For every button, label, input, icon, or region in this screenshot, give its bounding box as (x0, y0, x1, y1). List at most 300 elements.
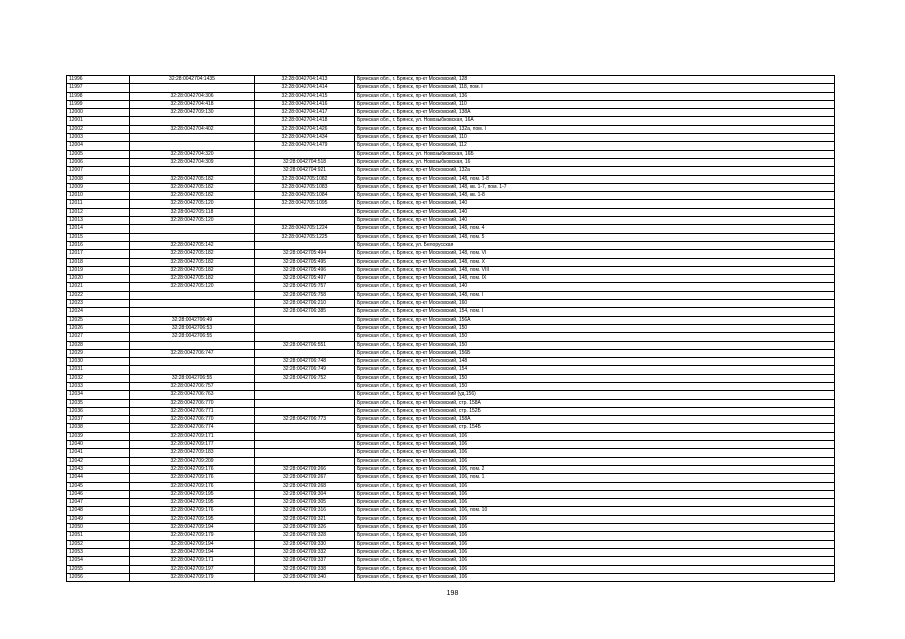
table-row (67, 283, 835, 291)
table-row (67, 441, 835, 449)
row-number-cell: 12027 (67, 333, 130, 341)
cadastral-number-cell (255, 349, 355, 357)
cadastral-number-cell (255, 382, 355, 390)
table-row (67, 208, 835, 216)
row-number-cell: 12012 (67, 208, 130, 216)
address-cell: Брянская обл., г. Брянск, пр-кт Московский, 106, пом. 1 (355, 474, 835, 482)
parent-cadastral-number-cell: 32:28:0042704:1435 (130, 76, 255, 84)
table-row (67, 125, 835, 133)
parent-cadastral-number-cell: 32:28:0042709:194 (130, 524, 255, 532)
row-number-cell: 12017 (67, 250, 130, 258)
cadastral-number-cell: 32:28:0042709:332 (255, 548, 355, 556)
table-row (67, 183, 835, 191)
cadastral-number-cell (255, 424, 355, 432)
address-cell: Брянская обл., г. Брянск, пр-кт Московский, 150 (355, 382, 835, 390)
row-number-cell: 12055 (67, 565, 130, 573)
address-cell: Брянская обл., г. Брянск, пр-кт Московский, 132а (355, 167, 835, 175)
parent-cadastral-number-cell: 32:28:0042705:182 (130, 175, 255, 183)
cadastral-number-cell (255, 333, 355, 341)
row-number-cell: 12051 (67, 532, 130, 540)
address-cell: Брянская обл., г. Брянск, пр-кт Московский, 110 (355, 100, 835, 108)
table-row (67, 158, 835, 166)
parent-cadastral-number-cell (130, 341, 255, 349)
row-number-cell: 12048 (67, 507, 130, 515)
table-row (67, 548, 835, 556)
parent-cadastral-number-cell: 32:28:0042709:177 (130, 441, 255, 449)
table-row (67, 100, 835, 108)
parent-cadastral-number-cell: 32:28:0042706:53 (130, 324, 255, 332)
row-number-cell: 12034 (67, 391, 130, 399)
table-row (67, 499, 835, 507)
parent-cadastral-number-cell (130, 134, 255, 142)
address-cell: Брянская обл., г. Брянск, пр-кт Московский, 106 (355, 457, 835, 465)
address-cell: Брянская обл., г. Брянск, пр-кт Московский, 150 (355, 374, 835, 382)
parent-cadastral-number-cell: 32:28:0042704:402 (130, 125, 255, 133)
parent-cadastral-number-cell: 32:28:0042709:195 (130, 499, 255, 507)
table-row (67, 532, 835, 540)
table-row (67, 399, 835, 407)
table-row (67, 134, 835, 142)
cadastral-number-cell: 32:28:0042706:551 (255, 341, 355, 349)
cadastral-number-cell: 32:28:0042704:1415 (255, 92, 355, 100)
table-row (67, 300, 835, 308)
row-number-cell: 12011 (67, 200, 130, 208)
cadastral-number-cell (255, 217, 355, 225)
parent-cadastral-number-cell: 32:28:0042705:118 (130, 208, 255, 216)
table-row (67, 258, 835, 266)
row-number-cell: 12052 (67, 540, 130, 548)
registry-table (66, 75, 835, 582)
cadastral-number-cell: 32:28:0042709:328 (255, 532, 355, 540)
parent-cadastral-number-cell: 32:28:0042709:179 (130, 573, 255, 581)
address-cell: Брянская обл., г. Брянск, пр-кт Московский, 140 (355, 217, 835, 225)
address-cell: Брянская обл., г. Брянск, пр-кт Московский, 128 (355, 76, 835, 84)
parent-cadastral-number-cell: 32:28:0042709:195 (130, 515, 255, 523)
row-number-cell: 12047 (67, 499, 130, 507)
cadastral-number-cell: 32:28:0042709:304 (255, 490, 355, 498)
parent-cadastral-number-cell: 32:28:0042705:120 (130, 217, 255, 225)
registry-table-container (66, 75, 835, 582)
table-row (67, 432, 835, 440)
table-row (67, 109, 835, 117)
cadastral-number-cell (255, 457, 355, 465)
parent-cadastral-number-cell: 32:28:0042705:182 (130, 266, 255, 274)
parent-cadastral-number-cell: 32:28:0042709:183 (130, 449, 255, 457)
row-number-cell: 12005 (67, 150, 130, 158)
cadastral-number-cell: 32:28:0042709:340 (255, 573, 355, 581)
address-cell: Брянская обл., г. Брянск, пр-кт Московский, 158А (355, 416, 835, 424)
table-row (67, 490, 835, 498)
cadastral-number-cell: 32:28:0042709:268 (255, 482, 355, 490)
row-number-cell: 12037 (67, 416, 130, 424)
table-row (67, 341, 835, 349)
cadastral-number-cell: 32:28:0042709:266 (255, 465, 355, 473)
table-row (67, 416, 835, 424)
address-cell: Брянская обл., г. Брянск, пр-кт Московский, 106 (355, 565, 835, 573)
cadastral-number-cell: 32:28:0042705:497 (255, 275, 355, 283)
address-cell: Брянская обл., г. Брянск, пр-кт Московский, 106 (355, 449, 835, 457)
parent-cadastral-number-cell: 32:28:0042706:49 (130, 316, 255, 324)
cadastral-number-cell: 32:28:0042704:1434 (255, 134, 355, 142)
address-cell: Брянская обл., г. Брянск, пр-кт Московский, 110 (355, 134, 835, 142)
parent-cadastral-number-cell: 32:28:0042709:194 (130, 540, 255, 548)
cadastral-number-cell: 32:28:0042705:494 (255, 250, 355, 258)
address-cell: Брянская обл., г. Брянск, пр-кт Московский, 106, пом. 10 (355, 507, 835, 515)
address-cell: Брянская обл., г. Брянск, пр-кт Московский, 150 (355, 341, 835, 349)
parent-cadastral-number-cell: 32:28:0042705:182 (130, 192, 255, 200)
address-cell: Брянская обл., г. Брянск, пр-кт Московский, 106 (355, 532, 835, 540)
cadastral-number-cell: 32:28:0042706:749 (255, 366, 355, 374)
row-number-cell: 12056 (67, 573, 130, 581)
table-row (67, 391, 835, 399)
parent-cadastral-number-cell (130, 225, 255, 233)
table-row (67, 92, 835, 100)
row-number-cell: 12016 (67, 241, 130, 249)
row-number-cell: 12046 (67, 490, 130, 498)
address-cell: Брянская обл., г. Брянск, пр-кт Московский, 148, пом. 5 (355, 233, 835, 241)
table-row (67, 407, 835, 415)
cadastral-number-cell: 32:28:0042704:1418 (255, 117, 355, 125)
table-row (67, 76, 835, 84)
row-number-cell: 12006 (67, 158, 130, 166)
table-row (67, 250, 835, 258)
parent-cadastral-number-cell: 32:28:0042705:182 (130, 275, 255, 283)
parent-cadastral-number-cell: 32:28:0042706:757 (130, 382, 255, 390)
address-cell: Брянская обл., г. Брянск, пр-кт Московский, 136 (355, 92, 835, 100)
cadastral-number-cell: 32:28:0042704:1426 (255, 125, 355, 133)
parent-cadastral-number-cell: 32:28:0042709:176 (130, 482, 255, 490)
cadastral-number-cell (255, 449, 355, 457)
table-row (67, 167, 835, 175)
row-number-cell: 12050 (67, 524, 130, 532)
parent-cadastral-number-cell: 32:28:0042705:120 (130, 283, 255, 291)
row-number-cell: 12007 (67, 167, 130, 175)
address-cell: Брянская обл., г. Брянск, пр-кт Московский, 106 (355, 540, 835, 548)
address-cell: Брянская обл., г. Брянск, пр-кт Московский, 106 (355, 515, 835, 523)
parent-cadastral-number-cell (130, 366, 255, 374)
parent-cadastral-number-cell: 32:28:0042705:120 (130, 200, 255, 208)
row-number-cell: 12042 (67, 457, 130, 465)
address-cell: Брянская обл., г. Брянск, пр-кт Московский, 118, пом. I (355, 84, 835, 92)
parent-cadastral-number-cell (130, 117, 255, 125)
address-cell: Брянская обл., г. Брянск, пр-кт Московский, 106 (355, 573, 835, 581)
row-number-cell: 12002 (67, 125, 130, 133)
table-row (67, 382, 835, 390)
row-number-cell: 12015 (67, 233, 130, 241)
row-number-cell: 12038 (67, 424, 130, 432)
row-number-cell: 12035 (67, 399, 130, 407)
row-number-cell: 12018 (67, 258, 130, 266)
address-cell: Брянская обл., г. Брянск, пр-кт Московский, 106 (355, 432, 835, 440)
cadastral-number-cell (255, 316, 355, 324)
address-cell: Брянская обл., г. Брянск, ул. Новозыбковская, 16 (355, 158, 835, 166)
row-number-cell: 11997 (67, 84, 130, 92)
table-row (67, 557, 835, 565)
cadastral-number-cell (255, 241, 355, 249)
parent-cadastral-number-cell: 32:28:0042706:771 (130, 407, 255, 415)
table-row (67, 524, 835, 532)
address-cell: Брянская обл., г. Брянск, пр-кт Московский, 106 (355, 499, 835, 507)
cadastral-number-cell: 32:28:0042704:1416 (255, 100, 355, 108)
table-row (67, 233, 835, 241)
address-cell: Брянская обл., г. Брянск, пр-кт Московский, 148, кв. 1-7, пом. 1-7 (355, 183, 835, 191)
cadastral-number-cell: 32:28:0042705:1224 (255, 225, 355, 233)
row-number-cell: 12009 (67, 183, 130, 191)
parent-cadastral-number-cell: 32:28:0042706:55 (130, 333, 255, 341)
row-number-cell: 12029 (67, 349, 130, 357)
cadastral-number-cell: 32:28:0042706:748 (255, 358, 355, 366)
cadastral-number-cell (255, 208, 355, 216)
row-number-cell: 12043 (67, 465, 130, 473)
row-number-cell: 12014 (67, 225, 130, 233)
cadastral-number-cell: 32:28:0042706:752 (255, 374, 355, 382)
address-cell: Брянская обл., г. Брянск, пр-кт Московский, 106 (355, 441, 835, 449)
cadastral-number-cell: 32:28:0042704:1417 (255, 109, 355, 117)
row-number-cell: 12045 (67, 482, 130, 490)
cadastral-number-cell: 32:28:0042705:495 (255, 258, 355, 266)
row-number-cell: 11998 (67, 92, 130, 100)
row-number-cell: 11996 (67, 76, 130, 84)
parent-cadastral-number-cell: 32:28:0042709:176 (130, 465, 255, 473)
cadastral-number-cell: 32:28:0042705:757 (255, 283, 355, 291)
table-row (67, 565, 835, 573)
row-number-cell: 12008 (67, 175, 130, 183)
parent-cadastral-number-cell (130, 167, 255, 175)
table-row (67, 175, 835, 183)
cadastral-number-cell: 32:28:0042705:1095 (255, 200, 355, 208)
row-number-cell: 12031 (67, 366, 130, 374)
page-number: 198 (446, 590, 459, 597)
address-cell: Брянская обл., г. Брянск, пр-кт Московский, 148, пом. I (355, 291, 835, 299)
cadastral-number-cell: 32:28:0042706:773 (255, 416, 355, 424)
table-row (67, 275, 835, 283)
cadastral-number-cell: 32:28:0042705:1083 (255, 183, 355, 191)
address-cell: Брянская обл., г. Брянск, пр-кт Московский, 132а, пом. I (355, 125, 835, 133)
row-number-cell: 12000 (67, 109, 130, 117)
row-number-cell: 12054 (67, 557, 130, 565)
parent-cadastral-number-cell: 32:28:0042706:774 (130, 424, 255, 432)
table-row (67, 366, 835, 374)
address-cell: Брянская обл., г. Брянск, пр-кт Московский, стр. 154Б (355, 424, 835, 432)
address-cell: Брянская обл., г. Брянск, пр-кт Московский, 112 (355, 142, 835, 150)
address-cell: Брянская обл., г. Брянск, пр-кт Московский, 154, пом. I (355, 308, 835, 316)
row-number-cell: 12022 (67, 291, 130, 299)
row-number-cell: 12032 (67, 374, 130, 382)
cadastral-number-cell: 32:28:0042709:267 (255, 474, 355, 482)
row-number-cell: 12036 (67, 407, 130, 415)
address-cell: Брянская обл., г. Брянск, пр-кт Московский, 148, пом. VIII (355, 266, 835, 274)
parent-cadastral-number-cell: 32:28:0042709:171 (130, 432, 255, 440)
cadastral-number-cell: 32:28:0042709:305 (255, 499, 355, 507)
row-number-cell: 12044 (67, 474, 130, 482)
table-row (67, 333, 835, 341)
address-cell: Брянская обл., г. Брянск, пр-кт Московский (уд.156) (355, 391, 835, 399)
parent-cadastral-number-cell: 32:28:0042704:320 (130, 150, 255, 158)
row-number-cell: 12021 (67, 283, 130, 291)
table-row (67, 424, 835, 432)
row-number-cell: 12033 (67, 382, 130, 390)
row-number-cell: 12001 (67, 117, 130, 125)
row-number-cell: 12053 (67, 548, 130, 556)
address-cell: Брянская обл., г. Брянск, пр-кт Московский, 148, пом. IX (355, 275, 835, 283)
address-cell: Брянская обл., г. Брянск, пр-кт Московский, 106 (355, 524, 835, 532)
table-row (67, 465, 835, 473)
address-cell: Брянская обл., г. Брянск, пр-кт Московский, 156Б (355, 349, 835, 357)
row-number-cell: 12028 (67, 341, 130, 349)
address-cell: Брянская обл., г. Брянск, ул. Белорусская (355, 241, 835, 249)
address-cell: Брянская обл., г. Брянск, пр-кт Московский, 106 (355, 490, 835, 498)
table-row (67, 507, 835, 515)
cadastral-number-cell: 32:28:0042709:330 (255, 540, 355, 548)
address-cell: Брянская обл., г. Брянск, пр-кт Московский, 150 (355, 333, 835, 341)
address-cell: Брянская обл., г. Брянск, пр-кт Московский, 150 (355, 324, 835, 332)
address-cell: Брянская обл., г. Брянск, ул. Новозыбковская, 16Б (355, 150, 835, 158)
address-cell: Брянская обл., г. Брянск, пр-кт Московский, 156А (355, 316, 835, 324)
table-row (67, 225, 835, 233)
table-row (67, 474, 835, 482)
parent-cadastral-number-cell: 32:28:0042704:309 (130, 158, 255, 166)
row-number-cell: 12039 (67, 432, 130, 440)
cadastral-number-cell: 32:28:0042705:1225 (255, 233, 355, 241)
row-number-cell: 12010 (67, 192, 130, 200)
cadastral-number-cell: 32:28:0042709:338 (255, 565, 355, 573)
table-row (67, 192, 835, 200)
parent-cadastral-number-cell: 32:28:0042704:306 (130, 92, 255, 100)
table-body (67, 76, 835, 582)
parent-cadastral-number-cell: 32:28:0042704:418 (130, 100, 255, 108)
cadastral-number-cell (255, 324, 355, 332)
cadastral-number-cell: 32:28:0042709:337 (255, 557, 355, 565)
cadastral-number-cell: 32:28:0042706:210 (255, 300, 355, 308)
row-number-cell: 12026 (67, 324, 130, 332)
row-number-cell: 12023 (67, 300, 130, 308)
cadastral-number-cell: 32:28:0042705:758 (255, 291, 355, 299)
parent-cadastral-number-cell (130, 84, 255, 92)
address-cell: Брянская обл., г. Брянск, пр-кт Московский, 106 (355, 557, 835, 565)
parent-cadastral-number-cell: 32:28:0042706:763 (130, 391, 255, 399)
row-number-cell: 12003 (67, 134, 130, 142)
table-row (67, 150, 835, 158)
table-row (67, 291, 835, 299)
cadastral-number-cell (255, 432, 355, 440)
address-cell: Брянская обл., г. Брянск, пр-кт Московский, 140 (355, 208, 835, 216)
address-cell: Брянская обл., г. Брянск, пр-кт Московский, 106, пом. 2 (355, 465, 835, 473)
table-row (67, 515, 835, 523)
address-cell: Брянская обл., г. Брянск, пр-кт Московский, 140 (355, 200, 835, 208)
table-row (67, 200, 835, 208)
parent-cadastral-number-cell (130, 300, 255, 308)
address-cell: Брянская обл., г. Брянск, пр-кт Московский, 148, кв. 1-8 (355, 192, 835, 200)
cadastral-number-cell: 32:28:0042705:496 (255, 266, 355, 274)
parent-cadastral-number-cell: 32:28:0042706:770 (130, 399, 255, 407)
cadastral-number-cell (255, 441, 355, 449)
address-cell: Брянская обл., г. Брянск, пр-кт Московский, 148, пом. 4 (355, 225, 835, 233)
table-row (67, 457, 835, 465)
table-row (67, 266, 835, 274)
cadastral-number-cell: 32:28:0042704:1413 (255, 76, 355, 84)
table-row (67, 374, 835, 382)
parent-cadastral-number-cell: 32:28:0042709:195 (130, 490, 255, 498)
row-number-cell: 12020 (67, 275, 130, 283)
address-cell: Брянская обл., г. Брянск, ул. Новозыбковская, 16А (355, 117, 835, 125)
parent-cadastral-number-cell: 32:28:0042709:176 (130, 507, 255, 515)
cadastral-number-cell (255, 391, 355, 399)
cadastral-number-cell (255, 399, 355, 407)
address-cell: Брянская обл., г. Брянск, пр-кт Московский, 138А (355, 109, 835, 117)
cadastral-number-cell: 32:28:0042706:385 (255, 308, 355, 316)
address-cell: Брянская обл., г. Брянск, пр-кт Московский, 148, пом. VI (355, 250, 835, 258)
parent-cadastral-number-cell: 32:28:0042709:194 (130, 548, 255, 556)
table-row (67, 358, 835, 366)
address-cell: Брянская обл., г. Брянск, пр-кт Московский, 106 (355, 482, 835, 490)
row-number-cell: 12024 (67, 308, 130, 316)
row-number-cell: 12004 (67, 142, 130, 150)
table-row (67, 142, 835, 150)
cadastral-number-cell: 32:28:0042709:316 (255, 507, 355, 515)
cadastral-number-cell: 32:28:0042705:1082 (255, 175, 355, 183)
row-number-cell: 12019 (67, 266, 130, 274)
parent-cadastral-number-cell: 32:28:0042705:142 (130, 241, 255, 249)
parent-cadastral-number-cell: 32:28:0042709:197 (130, 565, 255, 573)
table-row (67, 84, 835, 92)
cadastral-number-cell: 32:28:0042705:1084 (255, 192, 355, 200)
table-row (67, 349, 835, 357)
address-cell: Брянская обл., г. Брянск, пр-кт Московский, 106 (355, 548, 835, 556)
parent-cadastral-number-cell: 32:28:0042706:747 (130, 349, 255, 357)
table-row (67, 241, 835, 249)
table-row (67, 308, 835, 316)
address-cell: Брянская обл., г. Брянск, пр-кт Московский, 148 (355, 358, 835, 366)
parent-cadastral-number-cell (130, 142, 255, 150)
row-number-cell: 11999 (67, 100, 130, 108)
parent-cadastral-number-cell (130, 358, 255, 366)
row-number-cell: 12041 (67, 449, 130, 457)
table-row (67, 217, 835, 225)
parent-cadastral-number-cell: 32:28:0042705:182 (130, 250, 255, 258)
row-number-cell: 12030 (67, 358, 130, 366)
cadastral-number-cell: 32:28:0042704:518 (255, 158, 355, 166)
table-row (67, 573, 835, 581)
parent-cadastral-number-cell: 32:28:0042709:171 (130, 557, 255, 565)
parent-cadastral-number-cell: 32:28:0042705:182 (130, 183, 255, 191)
parent-cadastral-number-cell: 32:28:0042709:209 (130, 457, 255, 465)
address-cell: Брянская обл., г. Брянск, пр-кт Московский, 148, пом. X (355, 258, 835, 266)
cadastral-number-cell (255, 150, 355, 158)
address-cell: Брянская обл., г. Брянск, пр-кт Московский, стр. 158А (355, 399, 835, 407)
parent-cadastral-number-cell: 32:28:0042709:176 (130, 474, 255, 482)
table-row (67, 449, 835, 457)
table-row (67, 117, 835, 125)
parent-cadastral-number-cell: 32:28:0042709:130 (130, 109, 255, 117)
parent-cadastral-number-cell: 32:28:0042709:179 (130, 532, 255, 540)
parent-cadastral-number-cell (130, 308, 255, 316)
parent-cadastral-number-cell (130, 291, 255, 299)
row-number-cell: 12013 (67, 217, 130, 225)
address-cell: Брянская обл., г. Брянск, пр-кт Московский, 148, пом. 1-8 (355, 175, 835, 183)
address-cell: Брянская обл., г. Брянск, пр-кт Московский, 140 (355, 283, 835, 291)
cadastral-number-cell: 32:28:0042709:326 (255, 524, 355, 532)
cadastral-number-cell: 32:28:0042704:1479 (255, 142, 355, 150)
address-cell: Брянская обл., г. Брянск, пр-кт Московский, 154 (355, 366, 835, 374)
row-number-cell: 12040 (67, 441, 130, 449)
row-number-cell: 12025 (67, 316, 130, 324)
table-row (67, 540, 835, 548)
cadastral-number-cell (255, 407, 355, 415)
parent-cadastral-number-cell: 32:28:0042705:182 (130, 258, 255, 266)
row-number-cell: 12049 (67, 515, 130, 523)
cadastral-number-cell: 32:28:0042709:321 (255, 515, 355, 523)
address-cell: Брянская обл., г. Брянск, пр-кт Московский, 160 (355, 300, 835, 308)
